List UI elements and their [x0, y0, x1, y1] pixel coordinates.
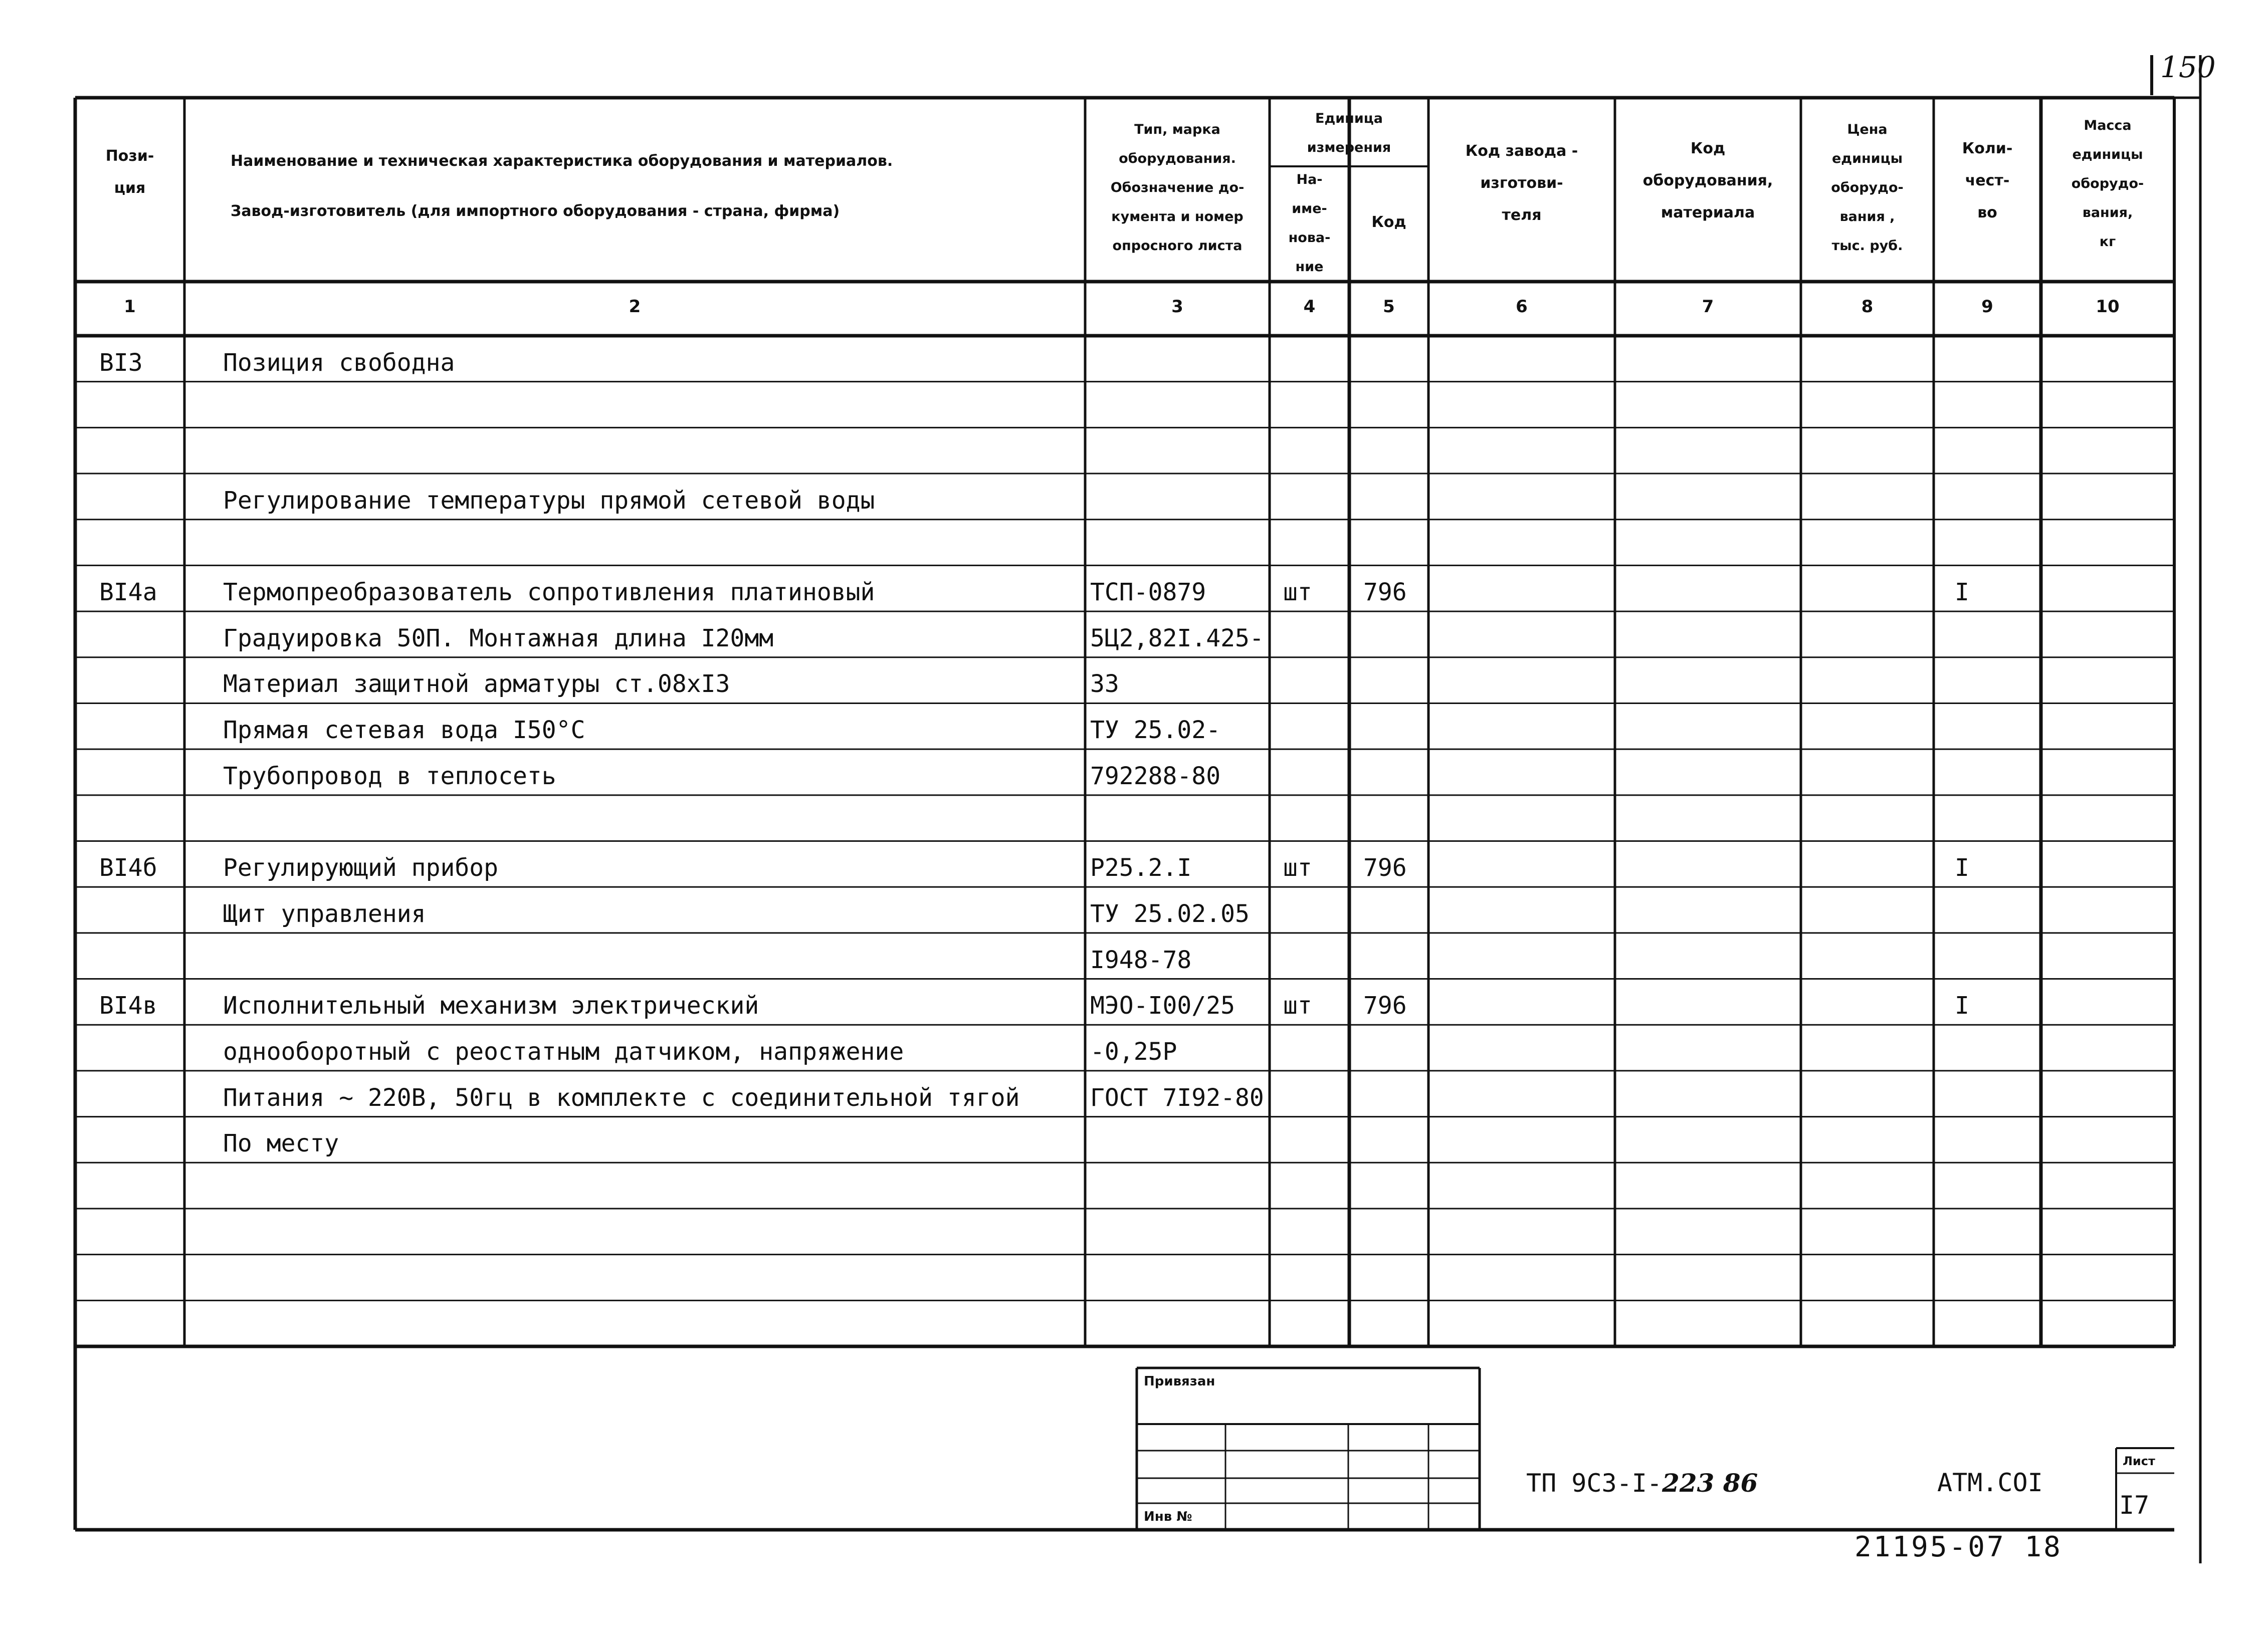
header-type-line: кумента и номер: [1111, 209, 1244, 224]
header-unit-name-line: нова-: [1288, 230, 1331, 246]
header-equipment-code-line: материала: [1661, 204, 1755, 221]
header-price-line: тыс. руб.: [1831, 238, 1903, 254]
sheet-label: Лист: [2123, 1454, 2155, 1468]
row-unit: шт: [1283, 578, 1312, 607]
document-code-prefix: ТП 9С3-I-: [1526, 1469, 1662, 1498]
page-number: 150: [2160, 50, 2216, 84]
header-mass-line: кг: [2099, 234, 2116, 250]
header-manufacturer-code-line: изготови-: [1480, 174, 1563, 192]
column-number: 1: [124, 297, 136, 317]
header-price-line: оборудо-: [1831, 180, 1904, 195]
column-number: 6: [1516, 297, 1528, 317]
row-name: Градуировка 50П. Монтажная длина I20мм: [223, 624, 774, 652]
row-position: BI4б: [99, 854, 157, 882]
header-name-line: Наименование и техническая характеристика оборудования и материалов.: [231, 152, 893, 170]
header-type-line: Обозначение до-: [1110, 180, 1245, 195]
header-equipment-code-line: оборудования,: [1642, 172, 1773, 189]
row-name: По месту: [223, 1129, 339, 1158]
column-number: 9: [1981, 297, 1993, 317]
header-unit-code-line: Код: [1371, 213, 1406, 231]
row-quantity: I: [1955, 854, 1969, 882]
row-position: BI3: [99, 348, 143, 377]
row-unit: шт: [1283, 992, 1312, 1020]
header-equipment-code-line: Код: [1690, 140, 1726, 157]
column-number: 4: [1303, 297, 1316, 317]
row-name: Регулирование температуры прямой сетевой воды: [223, 486, 875, 515]
header-unit-name-line: име-: [1292, 201, 1327, 216]
header-quantity-line: во: [1977, 204, 1997, 221]
row-quantity: I: [1955, 578, 1969, 607]
row-name: Регулирующий прибор: [223, 854, 499, 882]
header-type-line: Тип, марка: [1134, 122, 1220, 137]
row-name: Прямая сетевая вода I50°C: [223, 716, 585, 745]
row-unit-code: 796: [1363, 578, 1407, 607]
row-name: Щит управления: [223, 899, 426, 928]
row-unit: шт: [1283, 854, 1312, 882]
header-quantity-line: чест-: [1965, 172, 2010, 189]
row-unit-code: 796: [1363, 992, 1407, 1020]
header-position-line: Пози-: [105, 147, 154, 165]
sheet-number: I7: [2119, 1491, 2150, 1520]
header-unit-group-line: измерения: [1307, 140, 1391, 155]
header-type: [1085, 115, 1270, 261]
column-number: 5: [1383, 297, 1395, 317]
header-unit-code: [1349, 206, 1428, 239]
row-position: BI4a: [99, 578, 157, 607]
row-type: ГОСТ 7I92-80: [1090, 1083, 1264, 1112]
row-type: МЭО-I00/25: [1090, 992, 1235, 1020]
header-manufacturer-code-line: теля: [1502, 206, 1542, 224]
row-type: 792288-80: [1090, 762, 1221, 790]
header-equipment-code: [1615, 133, 1801, 229]
header-type-line: опросного листа: [1112, 238, 1243, 254]
header-price-line: единицы: [1831, 151, 1903, 166]
header-unit-group-line: Единица: [1315, 111, 1383, 126]
header-position: [75, 140, 184, 204]
header-price-line: вания ,: [1839, 209, 1895, 224]
header-unit-name-line: На-: [1296, 172, 1323, 187]
archive-number: 21195-07 18: [1854, 1531, 2063, 1563]
column-number: 8: [1861, 297, 1874, 317]
header-mass-line: Масса: [2084, 118, 2132, 133]
document-code-handwritten: 223 86: [1662, 1468, 1758, 1498]
row-name: однооборотный с реостатным датчиком, напряжение: [223, 1037, 904, 1066]
row-type: ТУ 25.02.05: [1090, 899, 1250, 928]
header-price-line: Цена: [1847, 122, 1888, 137]
document-code: [1526, 1468, 1758, 1498]
header-price: [1801, 115, 1934, 261]
row-quantity: I: [1955, 992, 1969, 1020]
column-number: 10: [2096, 297, 2120, 317]
header-unit-group: [1270, 104, 1428, 162]
attached-label: Привязан: [1144, 1374, 1215, 1389]
row-name: Исполнительный механизм электрический: [223, 992, 759, 1020]
row-type: I948-78: [1090, 946, 1192, 974]
row-type: ТУ 25.02-: [1090, 716, 1221, 745]
header-name: [231, 136, 893, 237]
header-type-line: оборудования.: [1119, 151, 1236, 166]
header-quantity: [1934, 133, 2041, 229]
row-position: BI4в: [99, 992, 157, 1020]
header-unit-name-line: ние: [1295, 259, 1324, 275]
column-number: 3: [1171, 297, 1183, 317]
row-type: Р25.2.I: [1090, 854, 1192, 882]
inv-number-label: Инв №: [1144, 1509, 1192, 1524]
row-type: 5Ц2,82I.425-: [1090, 624, 1264, 652]
header-mass-line: вания,: [2082, 205, 2133, 220]
row-type: 33: [1090, 670, 1119, 699]
row-unit-code: 796: [1363, 854, 1407, 882]
row-name: Материал защитной арматуры ст.08хI3: [223, 670, 730, 699]
header-position-line: ция: [114, 179, 146, 197]
row-type: -0,25Р: [1090, 1037, 1177, 1066]
row-name: Термопреобразователь сопротивления платиновый: [223, 578, 875, 607]
header-name-line: Завод-изготовитель (для импортного оборудования - страна, фирма): [231, 202, 840, 220]
album-code: АТМ.COI: [1937, 1468, 2043, 1497]
header-mass-line: оборудо-: [2071, 176, 2144, 191]
row-type: ТСП-0879: [1090, 578, 1206, 607]
column-number: 2: [629, 297, 641, 317]
header-manufacturer-code-line: Код завода -: [1465, 142, 1578, 160]
row-name: Позиция свободна: [223, 348, 455, 377]
row-name: Питания ~ 220В, 50гц в комплекте с соединительной тягой: [223, 1083, 1020, 1112]
header-mass: [2041, 111, 2174, 257]
header-mass-line: единицы: [2072, 147, 2143, 162]
header-manufacturer-code: [1428, 135, 1615, 231]
column-number: 7: [1702, 297, 1714, 317]
header-quantity-line: Коли-: [1962, 140, 2013, 157]
row-name: Трубопровод в теплосеть: [223, 762, 556, 790]
header-unit-name: [1270, 165, 1349, 282]
